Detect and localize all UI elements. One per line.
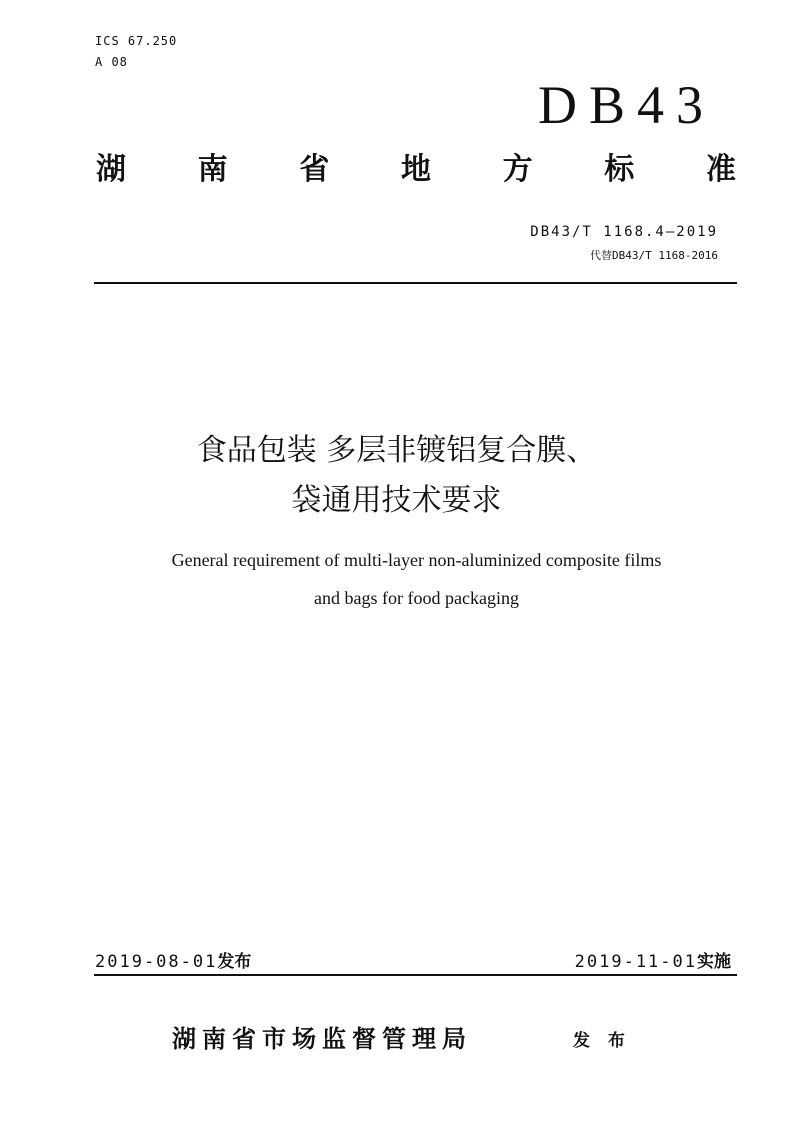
standard-type-char: 标	[604, 152, 635, 187]
standard-type-char: 南	[197, 152, 228, 187]
publish-label: 发 布	[573, 1031, 631, 1051]
issue-label: 发布	[217, 952, 252, 972]
issuing-authority: 湖南省市场监督管理局	[172, 1025, 472, 1053]
standard-type-char: 湖	[96, 152, 126, 187]
implementation-label: 实施	[697, 952, 731, 972]
issue-date-value: 2019-08-01	[95, 952, 218, 972]
chinese-title-line-1: 食品包装 多层非镀铝复合膜、	[196, 433, 597, 468]
english-title-line-2: and bags for food packaging	[314, 588, 519, 608]
replaces-standard: 代替DB43/T 1168-2016	[590, 249, 718, 262]
issue-date	[95, 947, 251, 972]
header-divider	[94, 282, 737, 284]
standard-number: DB43/T 1168.4—2019	[530, 224, 718, 240]
chinese-title-line-2: 袋通用技术要求	[291, 483, 502, 518]
standard-type-char: 方	[502, 152, 533, 187]
classification-code: A 08	[95, 55, 128, 69]
footer-divider	[94, 974, 737, 976]
implementation-date-value: 2019-11-01	[574, 952, 697, 972]
ics-code: ICS 67.250	[95, 34, 178, 48]
standard-type-char: 地	[400, 152, 431, 187]
standard-type-title	[96, 150, 736, 190]
standard-type-char: 省	[299, 152, 330, 187]
english-title-line-1: General requirement of multi-layer non-aluminized composite films	[171, 550, 662, 570]
implementation-date	[575, 947, 731, 972]
standard-type-char: 准	[705, 152, 736, 187]
db-code: DB43	[537, 75, 715, 135]
